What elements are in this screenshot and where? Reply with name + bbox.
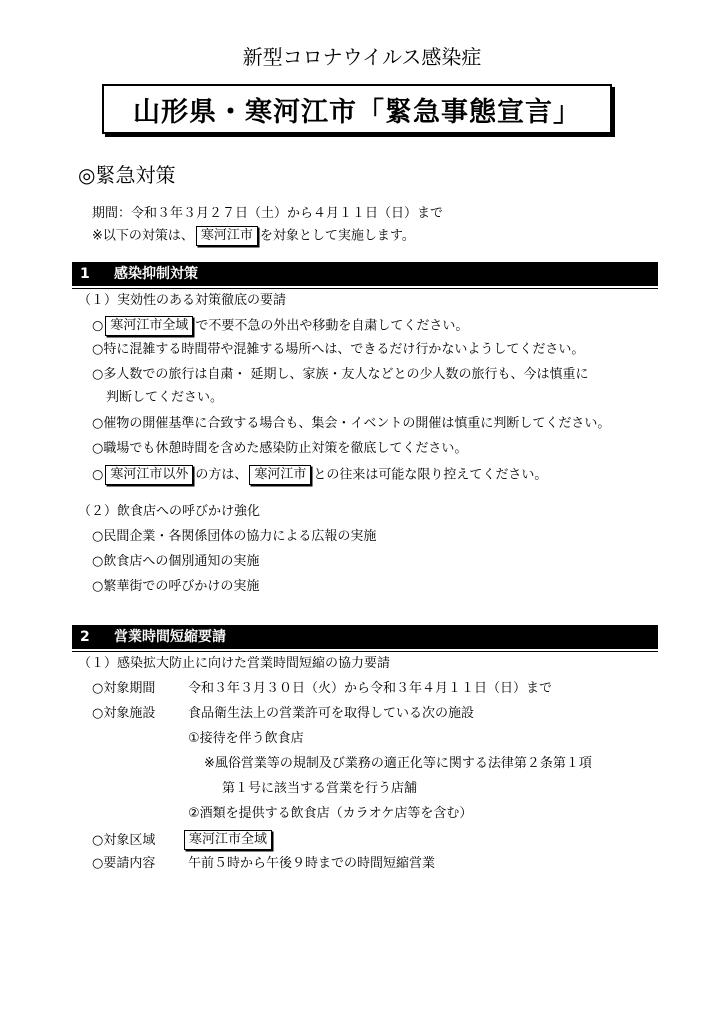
- section1-sub2-heading: （２）飲食店への呼びかけ強化: [78, 504, 261, 519]
- section2-number: 2: [80, 629, 90, 645]
- target-facility-row: ○対象施設 食品衛生法上の営業許可を取得している次の施設: [92, 706, 475, 721]
- emergency-period: 期間：令和３年３月２７日（土）から４月１１日（日）まで: [92, 206, 444, 221]
- request-content-row: ○要請内容 午前５時から午後９時までの時間短縮営業: [92, 856, 436, 871]
- list-item-continuation: 判断してください。: [106, 390, 224, 405]
- document-title-text: 山形県・寒河江市「緊急事態宣言」: [133, 96, 581, 128]
- target-period-row: ○対象期間 令和３年３月３０日（火）から令和３年４月１１日（日）まで: [92, 681, 553, 696]
- emergency-note: [92, 226, 415, 246]
- list-item: ○ 寒河江市全域 で不要不急の外出や移動を自粛してください。: [92, 316, 468, 336]
- note-prefix: ※以下の対策は、: [92, 228, 194, 244]
- section1-divider: [72, 288, 658, 289]
- target-area-row: ○対象区域 寒河江市全域: [92, 830, 274, 850]
- section2-header: [72, 625, 658, 649]
- section2-title: 営業時間短縮要請: [114, 629, 226, 645]
- list-item: ○催物の開催基準に合致する場合も、集会・イベントの開催は慎重に判断してください。: [92, 416, 611, 431]
- section1-number: 1: [80, 266, 90, 282]
- note-suffix: を対象として実施します。: [259, 228, 415, 244]
- list-item: ○多人数での旅行は自粛・ 延期し、家族・友人などとの少人数の旅行も、今は慎重に: [92, 367, 589, 382]
- list-item: ○繁華街での呼びかけの実施: [92, 579, 260, 594]
- target-area-box: 寒河江市: [249, 465, 311, 485]
- list-item: ○飲食店への個別通知の実施: [92, 554, 260, 569]
- facility-item: ①接待を伴う飲食店: [188, 731, 304, 746]
- outside-area-box: 寒河江市以外: [105, 465, 193, 485]
- list-item: ○職場でも休憩時間を含めた感染防止対策を徹底してください。: [92, 441, 468, 456]
- facility-item: ②酒類を提供する飲食店（カラオケ店等を含む）: [188, 806, 473, 821]
- list-item: ○ 寒河江市以外 の方は、 寒河江市 との往来は可能な限り控えてください。: [92, 465, 547, 485]
- emergency-heading: ◎緊急対策: [78, 163, 176, 187]
- facility-note: ※風俗営業等の規制及び業務の適正化等に関する法律第２条第１項: [204, 756, 592, 771]
- document-title: [102, 84, 612, 134]
- section1-title: 感染抑制対策: [114, 266, 198, 282]
- target-area-box: 寒河江市全域: [184, 830, 272, 850]
- target-area-box: 寒河江市全域: [105, 316, 193, 336]
- section2-sub1-heading: （１）感染拡大防止に向けた営業時間短縮の協力要請: [78, 656, 391, 671]
- target-area-box: 寒河江市: [196, 226, 258, 246]
- facility-note-continuation: 第１号に該当する営業を行う店舗: [222, 781, 418, 796]
- document-subtitle: 新型コロナウイルス感染症: [242, 45, 482, 69]
- list-item: ○民間企業・各関係団体の協力による広報の実施: [92, 529, 377, 544]
- list-item: ○特に混雑する時間帯や混雑する場所へは、できるだけ行かないようしてください。: [92, 342, 585, 357]
- section1-header: [72, 262, 658, 286]
- section2-divider: [72, 651, 658, 652]
- section1-sub1-heading: （１）実効性のある対策徹底の要請: [78, 293, 287, 308]
